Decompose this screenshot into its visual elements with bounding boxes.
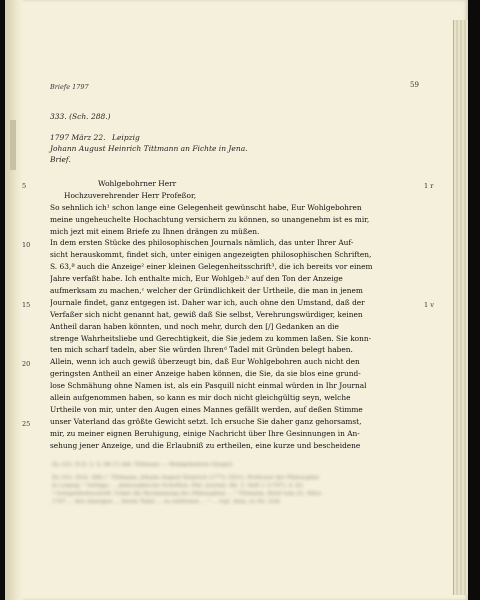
- footnote-line: Zu 333. (Sch. 288.) ¹ Tittmann, Johann August Heinrich (1773–1831), Professor der Philosophie: [52, 475, 320, 481]
- letter-body: [50, 178, 408, 451]
- footnote-line: Zu 333. H.II. 2. S. 98 (?) Adr. Tittmann — Wohlgebohren (Siegel): [52, 462, 233, 468]
- body-line: meine ungeheuchelte Hochachtung versichern zu können, so unangenehm ist es mir,: [50, 214, 370, 224]
- footnotes: [52, 461, 412, 506]
- line-number: 10: [22, 241, 31, 249]
- body-line: mich jezt mit einem Briefe zu Ihnen drängen zu müßen.: [50, 226, 260, 236]
- body-line: lose Schmähung ohne Namen ist, als ein Pasquill nicht einmal würden in Ihr Journal: [50, 381, 367, 391]
- page-number: 59: [410, 81, 419, 89]
- letter-number: 333. (Sch. 288.): [50, 112, 111, 121]
- folio-mark: 1 v: [424, 301, 434, 309]
- body-line: unser Vaterland das größte Gewicht setzt. Ich ersuche Sie daher ganz gehorsamst,: [50, 416, 362, 426]
- body-line: sehung jener Anzeige, und die Erlaubniß zu ertheilen, eine kurze und bescheidene: [50, 440, 361, 450]
- page-gutter: [5, 0, 23, 600]
- body-line: geringsten Antheil an einer Anzeige haben können, die Sie, da sie blos eine grund-: [50, 369, 361, 379]
- body-line: In dem ersten Stücke des philosophischen Journals nämlich, das unter Ihrer Auf-: [50, 238, 354, 248]
- body-line: S. 63,ª auch die Anzeige² einer kleinen Gelegenheitsschrift³, die ich bereits vor einem: [50, 262, 373, 272]
- body-line: Journale findet, ganz entgegen ist. Daher war ich, auch ohne den Umstand, daß der: [50, 297, 365, 307]
- body-line: mir, zu meiner eignen Beruhigung, einige Nachricht über Ihre Gesinnungen in An-: [50, 428, 360, 438]
- body-line: Antheil daran haben könnten, und noch mehr, durch den [/] Gedanken an die: [50, 321, 339, 331]
- body-line: Jahre verfaßt habe. Ich enthalte mich, Eur Wohlgeb.ᵇ auf den Ton der Anzeige: [50, 274, 343, 284]
- line-number: 5: [22, 182, 27, 190]
- running-header: Briefe 1797: [50, 83, 89, 91]
- body-line: Urtheile von mir, unter den Augen eines Mannes gefällt werden, auf deßen Stimme: [50, 404, 363, 414]
- letter-type: Brief.: [50, 155, 71, 164]
- body-line: Verfaßer sich nicht genannt hat, gewiß daß Sie selbst, Verehrungswürdiger, keinen: [50, 309, 363, 319]
- body-line: Wohlgebohrner Herr: [98, 179, 177, 188]
- line-number: 25: [22, 420, 31, 428]
- letter-date: 1797 März 22.: [50, 133, 106, 142]
- footnote-line: 1797 ... den Anzeigen ... Ihrem Tadel ... zu entfernen ... ⁵ ... (vgl. Anm. zu Nr. 334): [52, 499, 281, 505]
- body-line: Allein, wenn ich auch gewiß überzeugt bin, daß Eur Wohlgebohren auch nicht den: [50, 357, 360, 367]
- body-line: ten mich scharf tadeln, aber Sie würden Ihrenᵈ Tadel mit Gründen belegt haben.: [50, 345, 353, 355]
- line-number: 15: [22, 301, 31, 309]
- folio-mark: 1 r: [424, 182, 434, 190]
- binding-clip: [10, 120, 16, 170]
- footnote-line: in Leipzig. ² Vorlage: ... philosophische Schriften, Phil. Journal, Bd. 5, Heft 1 (1797), S. 63.: [52, 483, 305, 489]
- letter-correspondents: Johann August Heinrich Tittmann an Fichte in Jena.: [50, 144, 248, 153]
- body-line: aufmerksam zu machen,ᶜ welcher der Gründlichkeit der Urtheile, die man in jenem: [50, 286, 363, 296]
- footnote-line: ³ Gelegenheitsschrift; Ueber die Bestimmung des Philosophen ... ⁴ Tittmann, Brief vom 22. März: [52, 491, 322, 497]
- letter-place: Leipzig: [112, 133, 140, 142]
- body-line: sicht herauskommt, findet sich, unter einigen angezeigten philosophischen Schriften,: [50, 250, 372, 260]
- body-line: strenge Wahrheitsliebe und Gerechtigkeit, die Sie jedem zu kommen laßen. Sie konn-: [50, 333, 372, 343]
- body-line: Hochzuverehrender Herr Profeßor,: [64, 190, 197, 200]
- line-number: 20: [22, 360, 31, 368]
- page-edges: [453, 20, 468, 595]
- body-line: allein aufgenommen haben, so kann es mir doch nicht gleichgültig seyn, welche: [50, 393, 351, 403]
- body-line: So sehnlich ich¹ schon lange eine Gelegenheit gewünscht habe, Eur Wohlgebohren: [50, 202, 362, 212]
